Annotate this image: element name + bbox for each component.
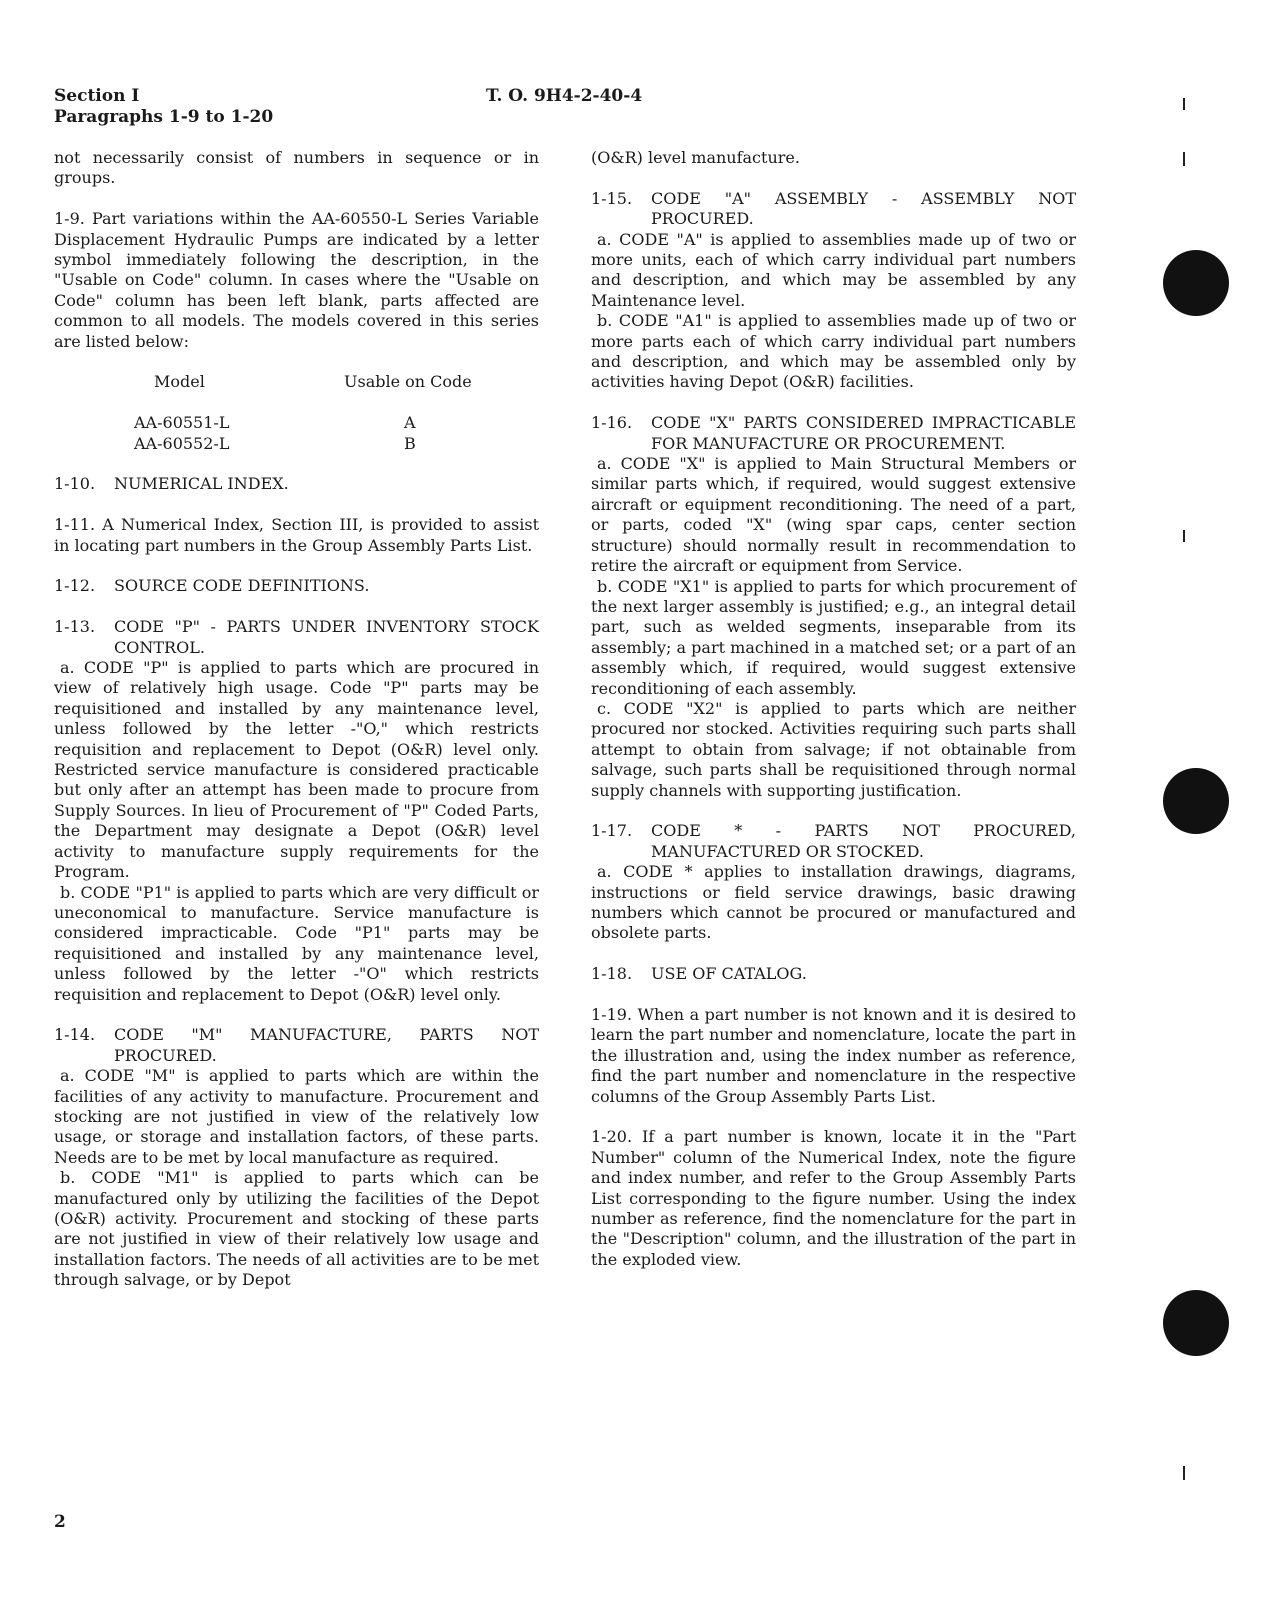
paragraph-1-9: 1-9. Part variations within the AA-60550-L Series Variable Displacement Hydraulic Pumps are indicated by a letter symbol immediately following the description, in the "Usable on Code" column. In cases where the "Usable on Code" column has been left blank, parts affected are common to all models. The models covered in this series are listed below: [54, 209, 539, 351]
scan-mark [1183, 152, 1185, 166]
table-row [54, 413, 472, 433]
paragraph-1-20: 1-20. If a part number is known, locate it in the "Part Number" column of the Numerical Index, note the figure and index number, and refer to the Group Assembly Parts List corresponding to the figure number. Using the index number as reference, find the nomenclature for the part in the "Description" column, and the illustration of the part in the exploded view. [591, 1127, 1076, 1269]
paragraph-1-11: 1-11. A Numerical Index, Section III, is provided to assist in locating part numbers in the Group Assembly Parts List. [54, 515, 539, 555]
heading-1-12 [54, 576, 539, 596]
heading-number: 1-10. [54, 474, 96, 494]
models-header-model: Model [154, 372, 205, 392]
heading-number: 1-12. [54, 576, 96, 596]
continued-text: (O&R) level manufacture. [591, 148, 800, 167]
heading-1-17 [591, 821, 1076, 862]
paragraph-1-13-b: b. CODE "P1" is applied to parts which are very difficult or uneconomical to manufacture. Service manufacture is considered impracticable. Code "P1" parts may be requisitioned and installed by any maintenance level, unless followed by the letter -"O" which restricts requisition and replacement to Depot (O&R) level only. [54, 882, 539, 1004]
paragraph-1-16-b: b. CODE "X1" is applied to parts for which procurement of the next larger assembly is justified; e.g., an integral detail part, such as welded segments, inseparable from its assembly; a part machined in a matched set; or a part of an assembly which, if required, would suggest extensive reconditioning of each assembly. [591, 576, 1076, 698]
heading-number: 1-17. [591, 821, 633, 841]
continued-text: not necessarily consist of numbers in sequence or in groups. [54, 148, 539, 188]
paragraph-1-13-a: a. CODE "P" is applied to parts which are procured in view of relatively high usage. Code "P" parts may be requisitioned and installed by any maintenance level, unless followed by the letter -"O," which restricts requisition and replacement to Depot (O&R) level only. Restricted service manufacture is considered practicable but only after an attempt has been made to procure from Supply Sources. In lieu of Procurement of "P" Coded Parts, the Department may designate a Depot (O&R) level activity to manufacture supply requirements for the Program. [54, 658, 539, 882]
scan-mark [1183, 1466, 1185, 1480]
page-header-left [54, 86, 273, 128]
page-number: 2 [54, 1512, 66, 1532]
paragraph-1-19: 1-19. When a part number is not known and it is desired to learn the part number and nomenclature, locate the part in the illustration and, using the index number as reference, find the part number and nomenclature in the respective columns of the Group Assembly Parts List. [591, 1004, 1076, 1106]
heading-1-16 [591, 413, 1076, 454]
right-column [591, 148, 1076, 1291]
heading-text: CODE * - PARTS NOT PROCURED, MANUFACTURED OR STOCKED. [651, 821, 1076, 861]
heading-1-10 [54, 474, 539, 494]
heading-number: 1-13. [54, 617, 96, 637]
heading-number: 1-15. [591, 188, 633, 208]
paragraph-1-14-a: a. CODE "M" is applied to parts which are within the facilities of any activity to manufacture. Procurement and stocking are not justified in view of the relatively low usage, or storage and installation factors, of these parts. Needs are to be met by local manufacture as required. [54, 1066, 539, 1167]
paragraph-1-14-b: b. CODE "M1" is applied to parts which can be manufactured only by utilizing the facilities of the Depot (O&R) activity. Procurement and stocking of these parts are not justified in view of their relatively low usage and installation factors. The needs of all activities are to be met through salvage, or by Depot [54, 1168, 539, 1290]
models-header-code: Usable on Code [344, 372, 472, 392]
paragraph-range: Paragraphs 1-9 to 1-20 [54, 107, 274, 127]
paragraph-1-15-b: b. CODE "A1" is applied to assemblies made up of two or more parts each of which carry individual part numbers and description, and which may be assembled only by activities having Depot (O&R) facilities. [591, 311, 1076, 392]
heading-number: 1-16. [591, 413, 633, 433]
paragraph-1-17-a: a. CODE * applies to installation drawings, diagrams, instructions or field service drawings, basic drawing numbers which cannot be procured or manufactured and obsolete parts. [591, 862, 1076, 943]
heading-text: CODE "A" ASSEMBLY - ASSEMBLY NOT PROCURED. [651, 188, 1076, 229]
heading-1-13 [54, 617, 539, 658]
heading-text: CODE "P" - PARTS UNDER INVENTORY STOCK CONTROL. [114, 617, 539, 657]
paragraph-1-16-a: a. CODE "X" is applied to Main Structural Members or similar parts which, if required, would suggest extensive aircraft or equipment reconditioning. The need of a part, or parts, coded "X" (wing spar caps, center section structure) should normally result in recommendation to retire the aircraft or equipment from Service. [591, 454, 1076, 576]
binder-hole [1163, 768, 1229, 834]
paragraph-1-15-a: a. CODE "A" is applied to assemblies made up of two or more units, each of which carry individual part numbers and description, and which may be assembled by any Maintenance level. [591, 229, 1076, 310]
scan-mark [1183, 98, 1185, 110]
binder-hole [1163, 1290, 1229, 1356]
code-cell: B [404, 433, 416, 453]
model-cell: AA-60551-L [134, 413, 230, 433]
heading-number: 1-18. [591, 964, 633, 984]
heading-text: USE OF CATALOG. [651, 964, 807, 984]
heading-text: CODE "M" MANUFACTURE, PARTS NOT PROCURED. [114, 1025, 539, 1065]
technical-order-number: T. O. 9H4-2-40-4 [486, 86, 643, 106]
heading-text: SOURCE CODE DEFINITIONS. [114, 576, 370, 596]
model-cell: AA-60552-L [134, 433, 230, 453]
heading-number: 1-14. [54, 1025, 96, 1045]
heading-text: NUMERICAL INDEX. [114, 474, 289, 494]
binder-hole [1163, 250, 1229, 316]
models-table [54, 372, 472, 454]
heading-1-14 [54, 1025, 539, 1066]
heading-1-15 [591, 189, 1076, 230]
paragraph-1-16-c: c. CODE "X2" is applied to parts which are neither procured nor stocked. Activities requiring such parts shall attempt to obtain from salvage; if not obtainable from salvage, such parts shall be requisitioned through normal supply channels with supporting justification. [591, 698, 1076, 800]
section-label: Section I [54, 86, 140, 106]
table-row [54, 434, 472, 454]
code-cell: A [404, 413, 416, 433]
heading-1-18 [591, 964, 1076, 984]
scan-mark [1183, 530, 1185, 542]
heading-text: CODE "X" PARTS CONSIDERED IMPRACTICABLE FOR MANUFACTURE OR PROCUREMENT. [651, 413, 1076, 453]
left-column [54, 148, 539, 1291]
